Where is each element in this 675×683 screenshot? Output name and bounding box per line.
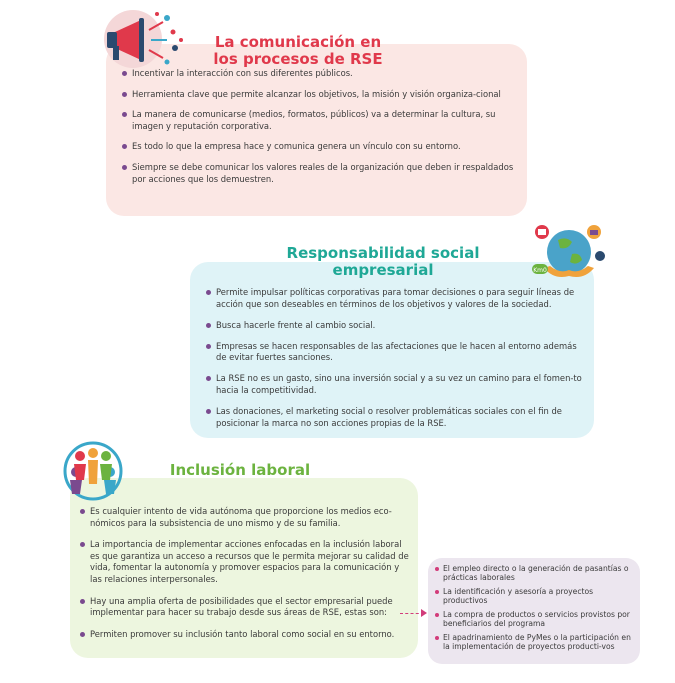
bullet-icon	[435, 567, 439, 571]
list-item	[80, 506, 410, 529]
list-item-text: La compra de productos o servicios provistos por beneficiarios del programa	[443, 610, 630, 628]
list-item-text: Es cualquier intento de vida autónoma que proporcione los medios eco-nómicos para la subsistencia de uno mismo y de su familia.	[90, 506, 392, 528]
list-item	[122, 162, 517, 185]
list-item-text: Permiten promover su inclusión tanto laboral como social en su entorno.	[90, 628, 395, 639]
communication-title	[198, 34, 398, 68]
bullet-icon	[206, 344, 211, 349]
title-line: Responsabilidad social	[286, 244, 480, 262]
list-item	[435, 610, 635, 628]
list-item	[435, 587, 635, 605]
bullet-icon	[122, 144, 127, 149]
list-item-text: El empleo directo o la generación de pasantías o prácticas laborales	[443, 564, 629, 582]
title-line: Inclusión laboral	[169, 461, 311, 479]
bullet-icon	[206, 323, 211, 328]
list-item	[80, 629, 410, 641]
list-item-text: Incentivar la interacción con sus diferentes públicos.	[132, 68, 353, 78]
list-item	[80, 596, 410, 619]
list-item	[80, 539, 410, 585]
bullet-icon	[206, 290, 211, 295]
list-item-text: Las donaciones, el marketing social o resolver problemáticas sociales con el fin de posicionar la marca no son acciones propias de la RSE.	[216, 406, 562, 428]
bullet-icon	[206, 376, 211, 381]
list-item-text: Empresas se hacen responsables de las afectaciones que le hacen al entorno además de evitar fuertes sanciones.	[216, 340, 577, 363]
list-item-text: Herramienta clave que permite alcanzar los objetivos, la misión y visión organiza-cional	[132, 88, 501, 99]
list-item-text: Siempre se debe comunicar los valores reales de la organización que deben ir respaldados por acciones que los demuestren.	[132, 161, 514, 184]
globe-hands-icon	[528, 222, 610, 286]
bullet-icon	[80, 632, 85, 637]
title-line: empresarial	[332, 261, 434, 279]
options-list	[435, 564, 635, 656]
people-circle-icon	[60, 440, 126, 502]
list-item	[435, 564, 635, 582]
title-line: los procesos de RSE	[213, 50, 383, 68]
list-item-text: Permite impulsar políticas corporativas para tomar decisiones o para seguir líneas de acción que son deseables en términos de los objetivos y valores de la sociedad.	[216, 287, 575, 309]
list-item	[206, 341, 584, 364]
list-item-text: La identificación y asesoría a proyectos productivos	[443, 587, 594, 605]
bullet-icon	[435, 590, 439, 594]
list-item	[122, 89, 517, 101]
list-item	[122, 141, 517, 153]
csr-list	[206, 287, 584, 439]
inclusion-panel	[70, 478, 418, 658]
csr-panel	[190, 262, 594, 438]
arrow-right-icon	[421, 609, 427, 617]
km0-badge: Km0	[533, 267, 547, 274]
csr-title	[268, 245, 498, 279]
bullet-icon	[122, 165, 127, 170]
list-item	[206, 373, 584, 396]
inclusion-title	[150, 462, 330, 479]
inclusion-list	[80, 506, 410, 650]
list-item-text: El apadrinamiento de PyMes o la participación en la implementación de proyectos producti-vos	[443, 633, 631, 651]
megaphone-icon	[93, 8, 189, 70]
options-panel	[428, 558, 640, 664]
bullet-icon	[122, 112, 127, 117]
list-item-text: Es todo lo que la empresa hace y comunica genera un vínculo con su entorno.	[132, 141, 461, 152]
bullet-icon	[80, 509, 85, 514]
list-item-text: La RSE no es un gasto, sino una inversión social y a su vez un camino para el fomen-to hacia la competitividad.	[216, 373, 582, 396]
list-item	[435, 633, 635, 651]
list-item	[206, 406, 584, 429]
communication-list	[122, 68, 517, 194]
bullet-icon	[206, 409, 211, 414]
bullet-icon	[435, 613, 439, 617]
bullet-icon	[80, 542, 85, 547]
bullet-icon	[435, 636, 439, 640]
title-line: La comunicación en	[214, 33, 382, 51]
list-item-text: La importancia de implementar acciones enfocadas en la inclusión laboral es que garantiza un acceso a recursos que le permita mejorar su calidad de vida, fomentar la autonomía y promover espacios para la comunicación y las relaciones interpersonales.	[90, 539, 409, 584]
bullet-icon	[80, 599, 85, 604]
list-item-text: Hay una amplia oferta de posibilidades que el sector empresarial puede implementar para hacer su trabajo desde sus áreas de RSE, estas son:	[90, 595, 393, 618]
bullet-icon	[122, 71, 127, 76]
list-item-text: Busca hacerle frente al cambio social.	[216, 319, 376, 330]
list-item	[122, 109, 517, 132]
list-item	[206, 287, 584, 310]
list-item	[206, 320, 584, 332]
bullet-icon	[122, 92, 127, 97]
list-item-text: La manera de comunicarse (medios, formatos, públicos) va a determinar la cultura, su imagen y reputación corporativa.	[132, 109, 496, 131]
